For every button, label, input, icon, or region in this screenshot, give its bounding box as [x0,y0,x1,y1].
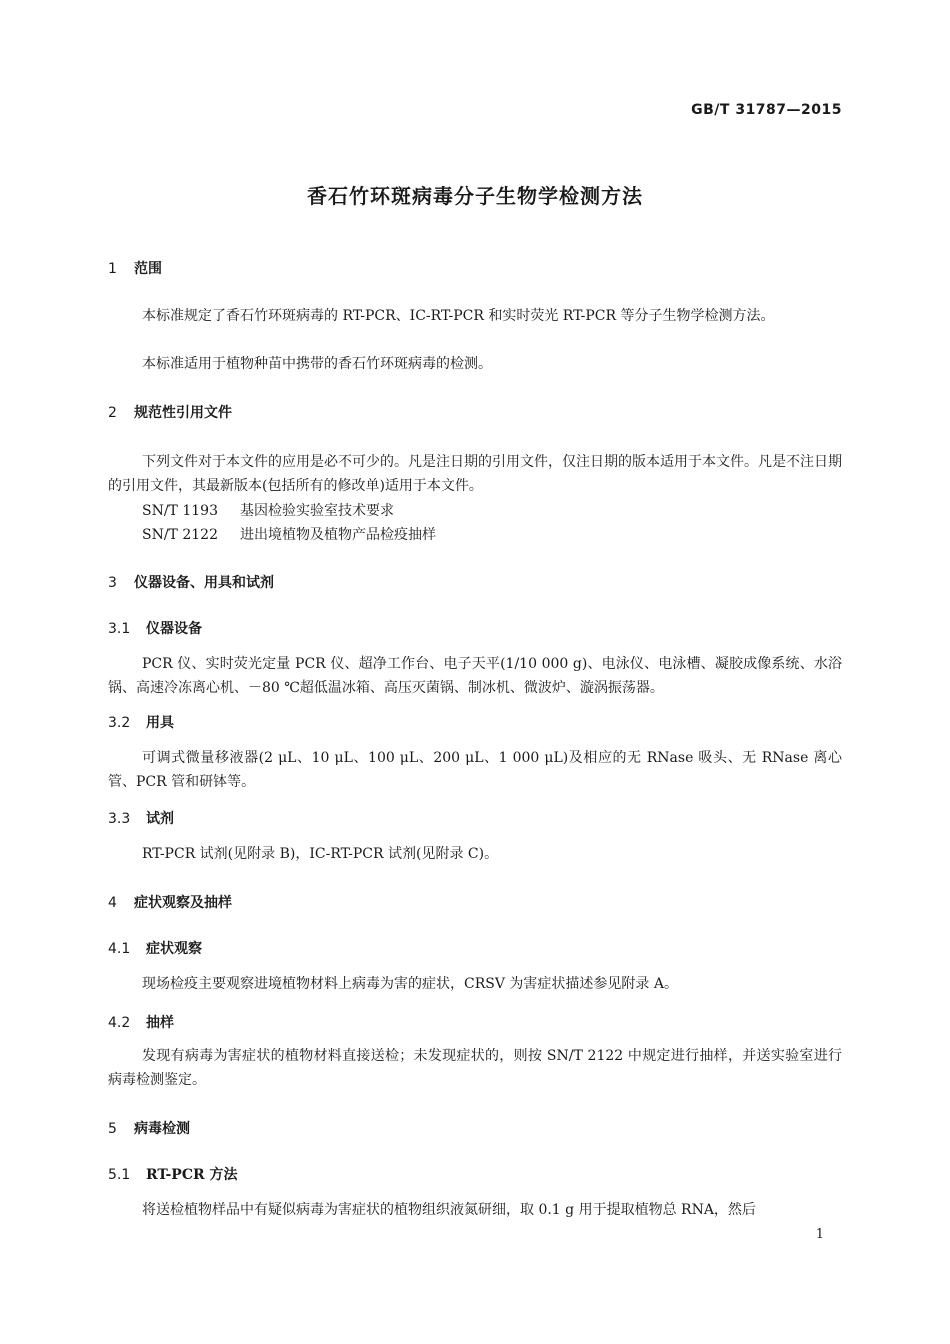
section-4-1-heading [108,938,202,958]
document-title: 香石竹环斑病毒分子生物学检测方法 [307,184,643,208]
section-title: 抽样 [146,1015,174,1031]
standard-code: GB/T 31787—2015 [691,102,842,118]
section-title: 方法 [204,1167,238,1183]
section-title: 症状观察及抽样 [134,895,232,911]
section-4-2-heading [108,1012,174,1032]
section-5-1-heading [108,1164,237,1184]
section-title: 规范性引用文件 [134,405,232,421]
reference-code: SN/T 1193 [142,503,218,519]
section-title: 试剂 [146,811,174,827]
section-number: 5 [108,1121,117,1137]
reference-title: 基因检验实验室技术要求 [240,503,394,519]
section-title-latin: RT-PCR [146,1167,205,1183]
section-title: 病毒检测 [134,1121,190,1137]
section-3-heading [108,572,274,592]
section-title: 仪器设备 [146,621,202,637]
section-number: 4.1 [108,941,131,957]
section-number: 3.3 [108,811,131,827]
section-5-1-paragraph: 将送检植物样品中有疑似病毒为害症状的植物组织液氮研细，取 0.1 g 用于提取植物总 RNA，然后 [142,1202,756,1218]
section-number: 3.1 [108,621,131,637]
section-3-3-heading [108,808,174,828]
section-title: 用具 [146,715,174,731]
section-number: 2 [108,405,117,421]
section-4-1-paragraph: 现场检疫主要观察进境植物材料上病毒为害的症状，CRSV 为害症状描述参见附录 A。 [142,976,678,992]
reference-code: SN/T 2122 [142,527,218,543]
section-4-2-paragraph: 发现有病毒为害症状的植物材料直接送检；未发现症状的，则按 SN/T 2122 中规定进行抽样，并送实验室进行病毒检测鉴定。 [108,1048,842,1088]
section-3-2-heading [108,712,174,732]
section-title: 仪器设备、用具和试剂 [134,575,274,591]
section-3-1-heading [108,618,202,638]
section-2-heading [108,402,232,422]
section-title: 症状观察 [146,941,202,957]
section-2-paragraph-1: 下列文件对于本文件的应用是必不可少的。凡是注日期的引用文件，仅注日期的版本适用于本文件。凡是不注日期的引用文件，其最新版本(包括所有的修改单)适用于本文件。 [108,454,842,494]
reference-title: 进出境植物及植物产品检疫抽样 [240,527,436,543]
reference-item [142,500,394,520]
section-number: 4 [108,895,117,911]
section-number: 3.2 [108,715,131,731]
section-4-heading [108,892,232,912]
section-1-paragraph-1: 本标准规定了香石竹环斑病毒的 RT-PCR、IC-RT-PCR 和实时荧光 RT-PCR 等分子生物学检测方法。 [142,308,775,324]
section-number: 1 [108,261,117,277]
section-title: 范围 [134,261,162,277]
section-number: 4.2 [108,1015,131,1031]
reference-item [142,524,436,544]
section-3-2-paragraph: 可调式微量移液器(2 μL、10 μL、100 μL、200 μL、1 000 μL)及相应的无 RNase 吸头、无 RNase 离心管、PCR 管和研钵等。 [108,750,842,790]
section-number: 3 [108,575,117,591]
section-5-heading [108,1118,190,1138]
page-number: 1 [815,1227,824,1242]
section-1-paragraph-2: 本标准适用于植物种苗中携带的香石竹环斑病毒的检测。 [142,356,492,372]
section-1-heading [108,258,162,278]
section-number: 5.1 [108,1167,131,1183]
section-3-1-paragraph: PCR 仪、实时荧光定量 PCR 仪、超净工作台、电子天平(1/10 000 g)、电泳仪、电泳槽、凝胶成像系统、水浴锅、高速冷冻离心机、－80 ℃超低温冰箱、高压灭菌锅、制冰机、微波炉、漩涡振荡器。 [108,656,842,696]
section-3-3-paragraph: RT-PCR 试剂(见附录 B)，IC-RT-PCR 试剂(见附录 C)。 [142,846,499,862]
